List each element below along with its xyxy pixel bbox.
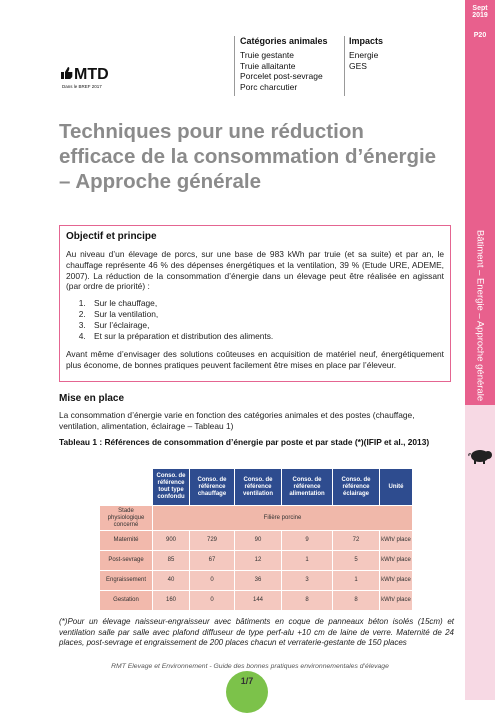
page-title: Techniques pour une réduction efficace de la consommation d’énergie – Approche générale	[59, 120, 437, 193]
table-header-row	[100, 469, 412, 505]
category-item: Truie allaitante	[240, 60, 296, 71]
list-item: 4. Et sur la préparation et distribution des aliments.	[88, 331, 444, 342]
unit-cell: kWh/ place	[380, 571, 412, 590]
value-cell: 9	[282, 531, 332, 550]
priority-list	[66, 298, 444, 341]
stage-cell: Gestation	[100, 591, 152, 610]
value-cell: 90	[235, 531, 281, 550]
objective-heading: Objectif et principe	[66, 231, 157, 242]
category-item: Porcelet post-sevrage	[240, 71, 323, 81]
footer-text: RMT Elevage et Environnement - Guide des bonnes pratiques environnementales d’élevage	[111, 663, 389, 670]
header-cell: Conso. de référence éclairage	[333, 469, 379, 505]
stage-header: Stade physiologique concerné	[100, 506, 152, 530]
table-row	[100, 506, 412, 530]
section-text: La consommation d’énergie varie en fonction des catégories animales et des postes (chauffage, ventilation, alimentation, éclairage – Tableau 1)	[59, 410, 415, 431]
table-row	[100, 531, 412, 550]
value-cell: 729	[190, 531, 234, 550]
value-cell: 5	[333, 551, 379, 570]
value-cell: 85	[153, 551, 189, 570]
value-cell: 144	[235, 591, 281, 610]
value-cell: 1	[282, 551, 332, 570]
logo-subtitle: Dans le BREF 2017	[62, 84, 102, 89]
side-title-text: Bâtiment – Energie – Approche générale	[474, 230, 486, 402]
table-row	[100, 571, 412, 590]
category-item: Truie gestante	[240, 50, 295, 60]
stage-cell: Maternité	[100, 531, 152, 550]
objective-intro: Au niveau d’un élevage de porcs, sur une base de 983 kWh par truie (et sa suite) et par an, le chauffage représente 46 % des dépenses énergétiques et la ventilation, 39 % (Etude URE, ADEME, 2007). La réduction de la consommation d’énergie dans un élevage peut être réalisée en agissant (par ordre de priorité) :	[66, 249, 444, 292]
empty-header	[100, 469, 152, 505]
stage-cell: Engraissement	[100, 571, 152, 590]
impact-item: GES	[349, 60, 367, 71]
header-cell: Conso. de référence tout type confondu	[153, 469, 189, 505]
value-cell: 0	[190, 591, 234, 610]
value-cell: 0	[190, 571, 234, 590]
list-item: 2. Sur la ventilation,	[88, 309, 444, 320]
header-cell: Conso. de référence alimentation	[282, 469, 332, 505]
unit-cell: kWh/ place	[380, 551, 412, 570]
logo-text: MTD	[74, 66, 109, 83]
stage-cell: Post-sevrage	[100, 551, 152, 570]
energy-table	[99, 468, 413, 611]
category-item: Porc charcutier	[240, 81, 298, 92]
page-number: 1/7	[240, 676, 254, 686]
value-cell: 67	[190, 551, 234, 570]
value-cell: 72	[333, 531, 379, 550]
unit-cell: kWh/ place	[380, 531, 412, 550]
header-cell: Conso. de référence chauffage	[190, 469, 234, 505]
unit-cell: kWh/ place	[380, 591, 412, 610]
value-cell: 1	[333, 571, 379, 590]
value-cell: 3	[282, 571, 332, 590]
value-cell: 160	[153, 591, 189, 610]
list-item: 1. Sur le chauffage,	[88, 298, 444, 309]
impacts-box	[344, 36, 439, 96]
value-cell: 36	[235, 571, 281, 590]
table-row	[100, 591, 412, 610]
page-code: P20	[473, 32, 487, 39]
header-cell: Unité	[380, 469, 412, 505]
side-title	[464, 230, 495, 410]
filiere-cell: Filière porcine	[153, 506, 412, 530]
pig-icon	[466, 447, 494, 465]
impacts-heading: Impacts	[349, 36, 384, 46]
thumbs-up-icon	[60, 66, 74, 80]
section-heading: Mise en place	[59, 393, 125, 404]
value-cell: 900	[153, 531, 189, 550]
categories-heading: Catégories animales	[240, 36, 328, 46]
value-cell: 12	[235, 551, 281, 570]
objective-outro: Avant même d’envisager des solutions coûteuses en acquisition de matériel neuf, énergétiquement plus économe, de bonnes pratiques peuvent facilement être mises en place par l’éleveur.	[66, 349, 444, 371]
value-cell: 40	[153, 571, 189, 590]
list-item: 3. Sur l’éclairage,	[88, 320, 444, 331]
header-cell: Conso. de référence ventilation	[235, 469, 281, 505]
table-note: (*)Pour un élevage naisseur-engraisseur avec bâtiments en coque de panneaux béton isolés (15cm) et ventilation salle par salle avec plafond diffuseur de type perf-alu +10 cm de laine de verre. Maternité de 24 places, post-sevrage et engraissement de 200 places chacun et verraterie-gestante de 150 places	[59, 617, 454, 647]
table-row	[100, 551, 412, 570]
value-cell: 8	[333, 591, 379, 610]
table-caption: Tableau 1 : Références de consommation d’énergie par poste et par stade (*)(IFIP et al., 2013)	[59, 437, 430, 447]
categories-box	[234, 36, 346, 96]
value-cell: 8	[282, 591, 332, 610]
date-label: Sept 2019	[472, 5, 488, 19]
mtd-logo	[60, 64, 120, 94]
impact-item: Energie	[349, 50, 379, 60]
objective-box	[59, 225, 451, 382]
